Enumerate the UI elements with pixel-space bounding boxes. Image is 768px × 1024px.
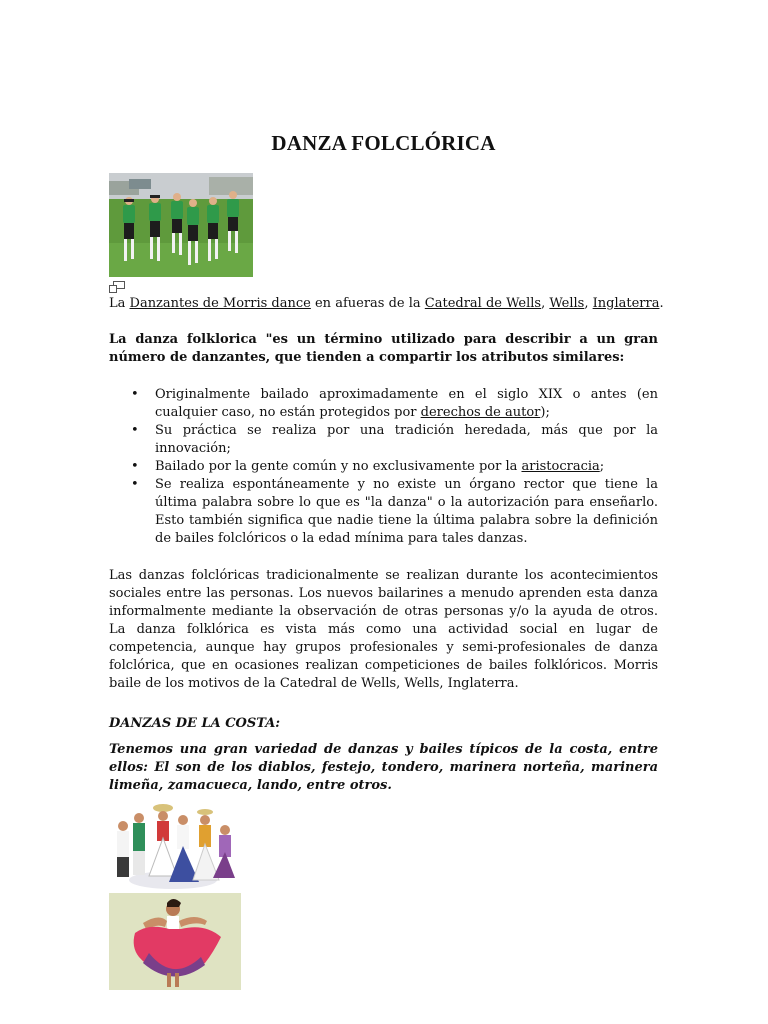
link-wells[interactable]: Wells	[549, 296, 585, 311]
intro-paragraph: La danza folklorica "es un término utilizado para describir a un gran número de danzantes, que tienden a compartir los atributos similares:	[109, 332, 658, 365]
document-page	[109, 0, 664, 1024]
enlarge-icon[interactable]	[109, 281, 125, 293]
link-inglaterra[interactable]: Inglaterra	[592, 296, 660, 311]
section-heading-costa: DANZAS DE LA COSTA:	[109, 716, 281, 731]
attributes-list	[109, 386, 658, 548]
list-item: • Se realiza espontáneamente y no existe un órgano rector que tiene la última palabra sobre lo que es "la danza" o la autorización para enseñarlo. Esto también significa que nadie tiene la última palabra sobre la definición de bailes folclóricos o la edad mínima para tales danzas.	[109, 476, 658, 548]
costa-paragraph: Tenemos una gran variedad de danzas y bailes típicos de la costa, entre ellos: El son de los diablos, festejo, tondero, marinera norteña, marinera limeña, zamacueca, lando, entre otros.	[109, 742, 658, 793]
marinera-dancer-photo	[109, 893, 241, 990]
list-item: • Originalmente bailado aproximadamente en el siglo XIX o antes (en cualquier caso, no están protegidos por derechos de autor);	[109, 386, 658, 422]
list-item: • Bailado por la gente común y no exclusivamente por la aristocracia;	[109, 458, 658, 476]
link-danzantes-morris[interactable]: Danzantes de Morris dance	[129, 296, 311, 311]
morris-dancers-photo	[109, 173, 253, 277]
coastal-dancers-group-photo	[109, 800, 237, 891]
image-caption: La Danzantes de Morris dance en afueras de la Catedral de Wells, Wells, Inglaterra.	[109, 296, 664, 311]
link-derechos-de-autor[interactable]: derechos de autor	[420, 405, 541, 420]
list-item: • Su práctica se realiza por una tradición heredada, más que por la innovación;	[109, 422, 658, 458]
link-aristocracia[interactable]: aristocracia	[521, 459, 600, 474]
link-catedral-wells[interactable]: Catedral de Wells	[424, 296, 542, 311]
body-paragraph: Las danzas folclóricas tradicionalmente se realizan durante los acontecimientos sociales entre las personas. Los nuevos bailarines a menudo aprenden esta danza informalmente mediante la observación de otras personas y/o la ayuda de otros. La danza folklórica es vista más como una actividad social en lugar de competencia, aunque hay grupos profesionales y semi-profesionales de danza folclórica, que en ocasiones realizan competiciones de bailes folklóricos. Morris baile de los motivos de la Catedral de Wells, Wells, Inglaterra.	[109, 568, 658, 691]
page-title: DANZA FOLCLÓRICA	[271, 131, 496, 155]
